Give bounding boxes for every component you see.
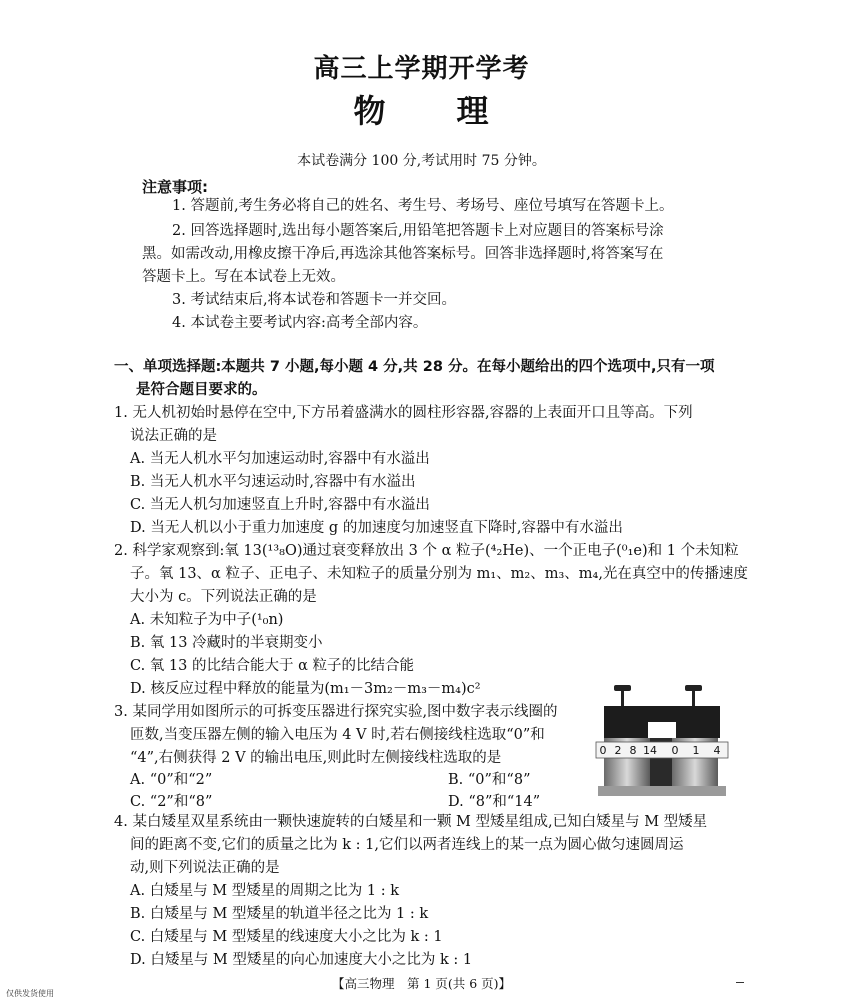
q3-stem: 匝数,当变压器左侧的输入电压为 4 V 时,若右侧接线柱选取“0”和 — [130, 727, 545, 743]
subject-title — [0, 86, 843, 132]
exam-title: 高三上学期开学考 — [313, 54, 530, 84]
left-knob — [614, 685, 631, 691]
terminal-label: 0 — [671, 744, 679, 757]
terminal-label: 0 — [599, 744, 607, 757]
q2-stem: 子。氧 13、α 粒子、正电子、未知粒子的质量分别为 m₁、m₂、m₃、m₄,光在真空中的传播速度 — [130, 566, 748, 582]
q3-option-a: A. “0”和“2” — [130, 772, 213, 788]
page-footer: 【高三物理 第 1 页(共 6 页)】 — [331, 976, 512, 991]
note-line: 答题卡上。写在本试卷上无效。 — [142, 269, 345, 285]
q4-option-c: C. 白矮星与 M 型矮星的线速度大小之比为 k : 1 — [130, 929, 443, 945]
note-line: 2. 回答选择题时,选出每小题答案后,用铅笔把答题卡上对应题目的答案标号涂 — [172, 223, 664, 239]
terminal-label: 1 — [692, 744, 700, 757]
q3-stem: “4”,右侧获得 2 V 的输出电压,则此时左侧接线柱选取的是 — [130, 750, 502, 766]
q4-stem: 间的距离不变,它们的质量之比为 k : 1,它们以两者连线上的某一点为圆心做匀速圆周运 — [130, 837, 684, 853]
subject-char-1: 物 — [353, 92, 387, 130]
q1-option-c: C. 当无人机匀加速竖直上升时,容器中有水溢出 — [130, 497, 430, 513]
terminal-label: 4 — [713, 744, 721, 757]
q4-option-b: B. 白矮星与 M 型矮星的轨道半径之比为 1 : k — [130, 906, 429, 922]
q3-stem: 3. 某同学用如图所示的可拆变压器进行探究实验,图中数字表示线圈的 — [114, 704, 558, 720]
note-line: 3. 考试结束后,将本试卷和答题卡一并交回。 — [172, 292, 457, 308]
q1-stem: 说法正确的是 — [130, 428, 217, 444]
q1-option-a: A. 当无人机水平匀加速运动时,容器中有水溢出 — [130, 451, 430, 467]
right-bolt — [692, 690, 695, 708]
q1-option-b: B. 当无人机水平匀速运动时,容器中有水溢出 — [130, 474, 416, 490]
q3-option-d: D. “8”和“14” — [448, 794, 541, 810]
side-note: 仅供发货使用 — [6, 989, 54, 998]
q2-option-a: A. 未知粒子为中子(¹₀n) — [130, 612, 284, 628]
notes-heading: 注意事项: — [142, 178, 208, 196]
q2-option-b: B. 氧 13 冷藏时的半衰期变小 — [130, 635, 323, 651]
note-line: 黑。如需改动,用橡皮擦干净后,再选涂其他答案标号。回答非选择题时,将答案写在 — [142, 246, 664, 262]
note-line: 1. 答题前,考生务必将自己的姓名、考生号、考场号、座位号填写在答题卡上。 — [172, 198, 674, 214]
section-heading: 一、单项选择题:本题共 7 小题,每小题 4 分,共 28 分。在每小题给出的四个选项中,只有一项 — [114, 359, 715, 375]
iron-core-top — [604, 706, 720, 738]
transformer-figure — [590, 676, 735, 798]
subject-char-2: 理 — [456, 92, 490, 130]
q2-stem: 2. 科学家观察到:氧 13(¹³₈O)通过衰变释放出 3 个 α 粒子(⁴₂He)、一个正电子(⁰₁e)和 1 个未知粒 — [114, 543, 739, 559]
right-knob — [685, 685, 702, 691]
left-bolt — [621, 690, 624, 708]
q1-option-d: D. 当无人机以小于重力加速度 g 的加速度匀加速竖直下降时,容器中有水溢出 — [130, 520, 623, 536]
q4-stem: 动,则下列说法正确的是 — [130, 860, 280, 876]
terminal-label: 14 — [643, 744, 657, 757]
exam-info: 本试卷满分 100 分,考试用时 75 分钟。 — [297, 153, 546, 169]
q2-option-c: C. 氧 13 的比结合能大于 α 粒子的比结合能 — [130, 658, 414, 674]
terminal-label: 2 — [614, 744, 622, 757]
q3-option-b: B. “0”和“8” — [448, 772, 531, 788]
q4-option-d: D. 白矮星与 M 型矮星的向心加速度大小之比为 k : 1 — [130, 952, 473, 968]
section-heading-cont: 是符合题目要求的。 — [136, 382, 267, 398]
corner-mark — [736, 982, 744, 983]
q4-stem: 4. 某白矮星双星系统由一颗快速旋转的白矮星和一颗 M 型矮星组成,已知白矮星与 M 型矮星 — [114, 814, 708, 830]
note-line: 4. 本试卷主要考试内容:高考全部内容。 — [172, 315, 428, 331]
q2-option-d: D. 核反应过程中释放的能量为(m₁－3m₂－m₃－m₄)c² — [130, 681, 481, 697]
q3-option-c: C. “2”和“8” — [130, 794, 213, 810]
terminal-label: 8 — [629, 744, 637, 757]
q4-option-a: A. 白矮星与 M 型矮星的周期之比为 1 : k — [130, 883, 399, 899]
base-plate — [598, 786, 726, 796]
q1-stem: 1. 无人机初始时悬停在空中,下方吊着盛满水的圆柱形容器,容器的上表面开口且等高。下列 — [114, 405, 693, 421]
q2-stem: 大小为 c。下列说法正确的是 — [130, 589, 317, 605]
